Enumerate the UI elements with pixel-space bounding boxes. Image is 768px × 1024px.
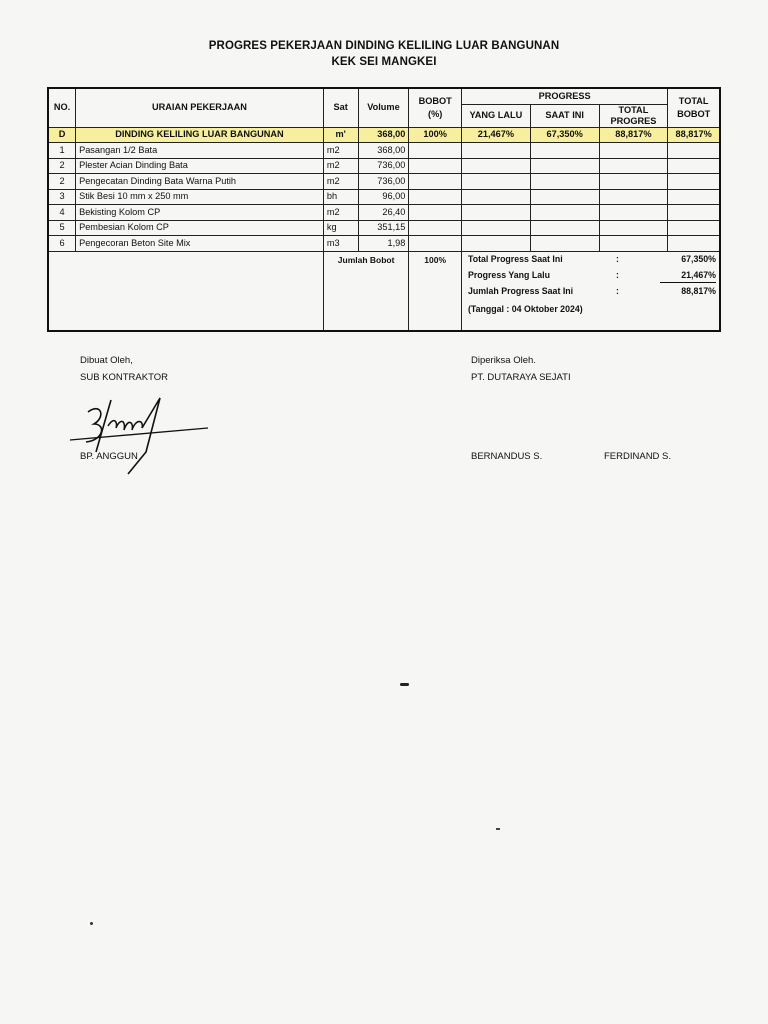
row-sat: bh — [323, 189, 358, 205]
row-uraian: Pembesian Kolom CP — [76, 220, 324, 236]
total-saat-ini-value: 67,350% — [681, 254, 716, 264]
scan-speck — [400, 683, 409, 686]
table-row — [48, 143, 720, 159]
row-no: 6 — [48, 236, 76, 252]
yang-lalu-label: Progress Yang Lalu — [467, 270, 550, 280]
table-row — [48, 220, 720, 236]
header-total-bobot-top: TOTAL — [678, 95, 709, 106]
group-yang-lalu: 21,467% — [461, 127, 530, 143]
right-name-2: FERDINAND S. — [604, 451, 672, 462]
header-volume: Volume — [358, 88, 409, 127]
group-uraian: DINDING KELILING LUAR BANGUNAN — [76, 127, 324, 143]
row-uraian: Stik Besi 10 mm x 250 mm — [76, 189, 324, 205]
row-uraian: Plester Acian Dinding Bata — [76, 158, 324, 174]
colon: : — [615, 254, 619, 264]
yang-lalu-value: 21,467% — [660, 269, 716, 283]
signature-scribble — [66, 392, 216, 482]
left-name: BP. ANGGUN — [80, 451, 138, 462]
header-bobot — [409, 88, 462, 127]
row-sat: m3 — [323, 236, 358, 252]
row-volume: 96,00 — [358, 189, 409, 205]
row-no: 5 — [48, 220, 76, 236]
row-sat: kg — [323, 220, 358, 236]
right-intro: Diperiksa Oleh. — [471, 355, 536, 366]
colon: : — [615, 270, 619, 280]
row-volume: 736,00 — [358, 158, 409, 174]
row-volume: 1,98 — [358, 236, 409, 252]
jumlah-progress-value: 88,817% — [681, 286, 716, 296]
group-saat-ini: 67,350% — [530, 127, 599, 143]
header-total-bobot-bottom: BOBOT — [677, 108, 711, 119]
row-uraian: Bekisting Kolom CP — [76, 205, 324, 221]
summary-block — [468, 252, 716, 318]
row-no: 2 — [48, 158, 76, 174]
jumlah-bobot-label: Jumlah Bobot — [323, 251, 409, 331]
header-total-progres-label: TOTAL PROGRES — [610, 104, 657, 126]
table-row — [48, 189, 720, 205]
document-subtitle: KEK SEI MANGKEI — [331, 56, 437, 68]
row-no: 3 — [48, 189, 76, 205]
group-total-bobot: 88,817% — [668, 127, 720, 143]
group-sat: m' — [323, 127, 358, 143]
jumlah-progress-label: Jumlah Progress Saat Ini — [467, 286, 574, 296]
header-bobot-bottom: (%) — [428, 108, 443, 119]
table-row — [48, 205, 720, 221]
header-yang-lalu: YANG LALU — [461, 104, 530, 127]
header-progress: PROGRESS — [461, 88, 667, 104]
right-name-1: BERNANDUS S. — [471, 451, 543, 462]
header-total-bobot — [668, 88, 720, 127]
row-uraian: Pasangan 1/2 Bata — [76, 143, 324, 159]
left-intro: Dibuat Oleh, — [80, 355, 133, 366]
row-uraian: Pengecoran Beton Site Mix — [76, 236, 324, 252]
group-bobot: 100% — [409, 127, 462, 143]
right-company: PT. DUTARAYA SEJATI — [471, 372, 571, 383]
summary-row — [48, 251, 720, 331]
progress-table — [47, 87, 721, 332]
table-row — [48, 236, 720, 252]
header-no: NO. — [48, 88, 76, 127]
row-uraian: Pengecatan Dinding Bata Warna Putih — [76, 174, 324, 190]
header-saat-ini: SAAT INI — [530, 104, 599, 127]
row-sat: m2 — [323, 174, 358, 190]
group-volume: 368,00 — [358, 127, 409, 143]
jumlah-bobot-value: 100% — [409, 251, 462, 331]
header-total-progres — [599, 104, 668, 127]
header-uraian: URAIAN PEKERJAAN — [76, 88, 324, 127]
row-volume: 368,00 — [358, 143, 409, 159]
scan-speck — [90, 922, 93, 925]
table-row — [48, 158, 720, 174]
header-sat: Sat — [323, 88, 358, 127]
row-sat: m2 — [323, 158, 358, 174]
row-volume: 736,00 — [358, 174, 409, 190]
group-row — [48, 127, 720, 143]
row-sat: m2 — [323, 205, 358, 221]
row-volume: 26,40 — [358, 205, 409, 221]
group-total-progres: 88,817% — [599, 127, 668, 143]
row-no: 4 — [48, 205, 76, 221]
table-row — [48, 174, 720, 190]
tanggal: (Tanggal : 04 Oktober 2024) — [467, 304, 583, 314]
row-volume: 351,15 — [358, 220, 409, 236]
row-sat: m2 — [323, 143, 358, 159]
header-bobot-top: BOBOT — [418, 95, 452, 106]
total-saat-ini-label: Total Progress Saat Ini — [467, 254, 563, 264]
scan-speck — [496, 828, 500, 830]
row-no: 2 — [48, 174, 76, 190]
left-company: SUB KONTRAKTOR — [80, 372, 168, 383]
row-no: 1 — [48, 143, 76, 159]
group-no: D — [48, 127, 76, 143]
document-title: PROGRES PEKERJAAN DINDING KELILING LUAR BANGUNAN — [208, 40, 560, 52]
colon: : — [615, 286, 619, 296]
